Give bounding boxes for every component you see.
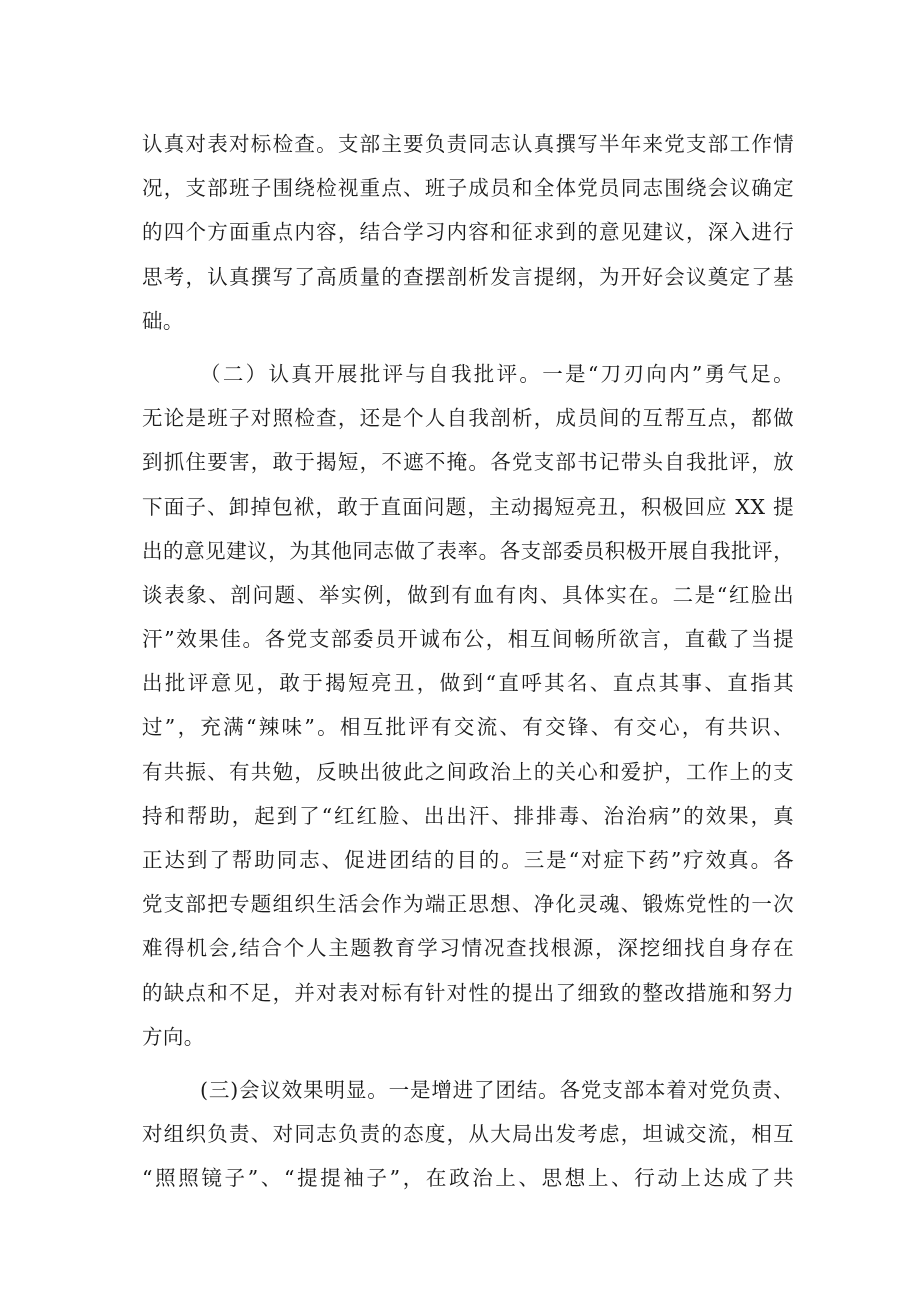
text-line: 的缺点和不足，并对表对标有针对性的提出了细致的整改措施和努力: [142, 980, 794, 1005]
text-line: 下面子、卸掉包袱，敢于直面问题，主动揭短亮丑，积极回应 XX 提: [142, 494, 794, 519]
text-line: 思考，认真撰写了高质量的查摆剖析发言提纲，为开好会议奠定了基: [142, 264, 794, 289]
text-line: (三)会议效果明显。一是增进了团结。各党支部本着对党负责、: [200, 1077, 794, 1102]
text-line: 出批评意见，敢于揭短亮丑，做到“直呼其名、直点其事、直指其: [142, 671, 794, 696]
text-line: 出的意见建议，为其他同志做了表率。各支部委员积极开展自我批评，: [142, 538, 794, 563]
text-line: 有共振、有共勉，反映出彼此之间政治上的关心和爱护，工作上的支: [142, 759, 794, 784]
paragraph: [142, 352, 794, 1059]
text-line: 况，支部班子围绕检视重点、班子成员和全体党员同志围绕会议确定: [142, 176, 794, 201]
text-line: 无论是班子对照检查，还是个人自我剖析，成员间的互帮互点，都做: [142, 406, 794, 431]
text-line: 对组织负责、对同志负责的态度，从大局出发考虑，坦诚交流，相互: [142, 1122, 794, 1147]
text-line: 础。: [142, 308, 184, 333]
text-line: 方向。: [142, 1024, 205, 1049]
document-body: [142, 122, 794, 1201]
text-line: 的四个方面重点内容，结合学习内容和征求到的意见建议，深入进行: [142, 220, 794, 245]
text-line: （二）认真开展批评与自我批评。一是“刀刃向内”勇气足。: [200, 361, 794, 386]
paragraph: [142, 1068, 794, 1201]
text-line: “照照镜子”、“提提袖子”，在政治上、思想上、行动上达成了共: [142, 1166, 794, 1191]
paragraph-gap: [142, 343, 794, 352]
text-line: 谈表象、剖问题、举实例，做到有血有肉、具体实在。二是“红脸出: [142, 582, 794, 607]
text-line: 正达到了帮助同志、促进团结的目的。三是“对症下药”疗效真。各: [142, 848, 794, 872]
text-line: 过”，充满“辣味”。相互批评有交流、有交锋、有交心，有共识、: [142, 715, 794, 740]
text-line: 持和帮助，起到了“红红脸、出出汗、排排毒、治治病”的效果，真: [142, 803, 794, 828]
text-line: 认真对表对标检查。支部主要负责同志认真撰写半年来党支部工作情: [142, 132, 794, 156]
paragraph: [142, 122, 794, 343]
text-line: 汗”效果佳。各党支部委员开诚布公，相互间畅所欲言，直截了当提: [142, 627, 794, 652]
text-line: 到抓住要害，敢于揭短，不遮不掩。各党支部书记带头自我批评，放: [142, 450, 794, 475]
text-line: 难得机会,结合个人主题教育学习情况查找根源，深挖细找自身存在: [142, 936, 794, 961]
text-line: 党支部把专题组织生活会作为端正思想、净化灵魂、锻炼党性的一次: [142, 892, 794, 917]
paragraph-gap: [142, 1059, 794, 1068]
